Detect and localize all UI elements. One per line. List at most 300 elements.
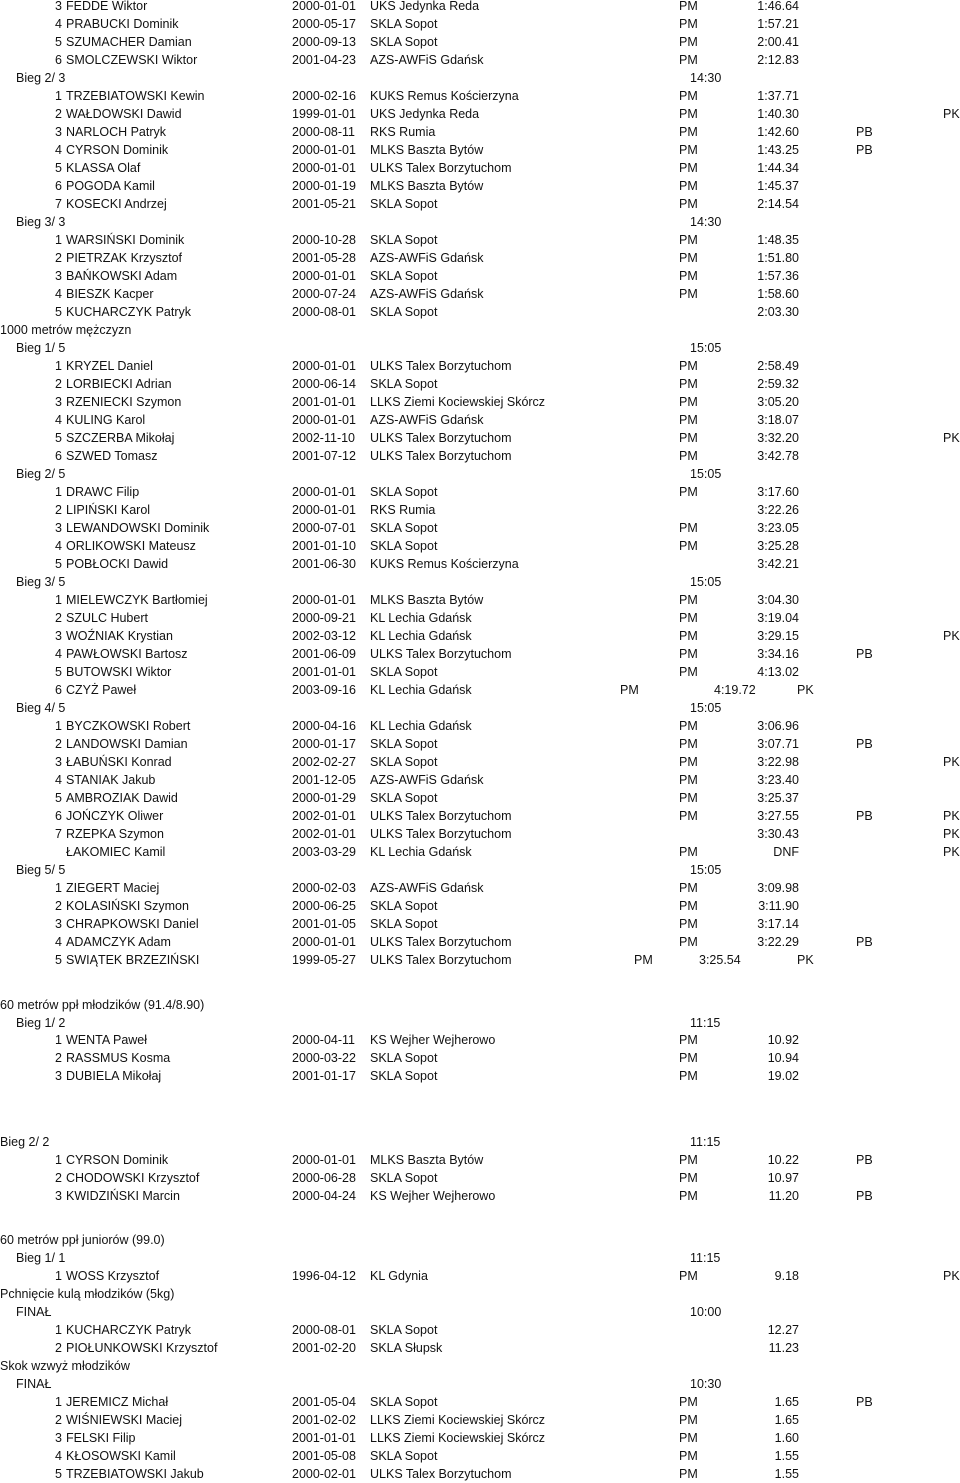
athlete-name-cell: KWIDZIŃSKI Marcin — [66, 1189, 180, 1203]
place-cell: 2 — [55, 377, 62, 391]
athlete-name-cell: FELSKI Filip — [66, 1431, 136, 1445]
athlete-name-cell: PRABUCKI Dominik — [66, 17, 179, 31]
pk-cell: PK — [943, 827, 960, 841]
pm-cell: PM — [679, 251, 698, 265]
result-row — [0, 1321, 960, 1339]
pm-cell: PM — [679, 539, 698, 553]
result-cell: 4:13.02 — [757, 665, 799, 679]
pm-cell: PM — [679, 1051, 698, 1065]
place-cell: 2 — [55, 1171, 62, 1185]
athlete-name-cell: LANDOWSKI Damian — [66, 737, 188, 751]
place-cell: 5 — [55, 431, 62, 445]
heat-time: 11:15 — [690, 1251, 721, 1265]
athlete-name-cell: TRZEBIATOWSKI Jakub — [66, 1467, 204, 1481]
result-cell: 1:42.60 — [757, 125, 799, 139]
club-cell: MLKS Baszta Bytów — [370, 1153, 484, 1167]
athlete-name-cell: TRZEBIATOWSKI Kewin — [66, 89, 205, 103]
place-cell: 4 — [55, 935, 62, 949]
event-name: 1000 metrów mężczyzn — [0, 323, 132, 337]
athlete-name-cell: SZULC Hubert — [66, 611, 148, 625]
pm-cell: PM — [679, 107, 698, 121]
place-cell: 2 — [55, 1051, 62, 1065]
club-cell: KS Wejher Wejherowo — [370, 1189, 496, 1203]
result-cell: 10.94 — [767, 1051, 799, 1065]
birth-date-cell: 1996-04-12 — [292, 1269, 356, 1283]
result-row — [0, 393, 960, 411]
pm-cell: PM — [679, 1153, 698, 1167]
pm-cell: PM — [679, 143, 698, 157]
birth-date-cell: 2000-01-01 — [292, 413, 356, 427]
birth-date-cell: 2000-09-13 — [292, 35, 356, 49]
club-cell: SKLA Sopot — [370, 737, 438, 751]
club-cell: KUKS Remus Kościerzyna — [370, 89, 519, 103]
event-name: Pchnięcie kulą młodzików (5kg) — [0, 1287, 175, 1301]
result-cell: 1:40.30 — [757, 107, 799, 121]
athlete-name-cell: DUBIELA Mikołaj — [66, 1069, 162, 1083]
heat-header — [0, 465, 960, 483]
birth-date-cell: 1999-01-01 — [292, 107, 356, 121]
result-cell: 3:25.54 — [699, 953, 741, 967]
place-cell: 5 — [55, 35, 62, 49]
place-cell: 3 — [55, 917, 62, 931]
event-title — [0, 321, 960, 339]
athlete-name-cell: POGODA Kamil — [66, 179, 155, 193]
athlete-name-cell: RZEPKA Szymon — [66, 827, 164, 841]
club-cell: KL Lechia Gdańsk — [370, 719, 472, 733]
heat-header — [0, 213, 960, 231]
result-row — [0, 807, 960, 825]
club-cell: SKLA Sopot — [370, 269, 438, 283]
club-cell: AZS-AWFiS Gdańsk — [370, 881, 484, 895]
athlete-name-cell: PIETRZAK Krzysztof — [66, 251, 182, 265]
athlete-name-cell: WAŁDOWSKI Dawid — [66, 107, 182, 121]
club-cell: MLKS Baszta Bytów — [370, 143, 484, 157]
athlete-name-cell: WOSS Krzysztof — [66, 1269, 160, 1283]
athlete-name-cell: CZYŻ Paweł — [66, 683, 137, 697]
birth-date-cell: 2001-06-30 — [292, 557, 356, 571]
result-row — [0, 1151, 960, 1169]
event-title — [0, 1231, 960, 1249]
club-cell: KL Lechia Gdańsk — [370, 629, 472, 643]
heat-header — [0, 69, 960, 87]
result-cell: 1:57.36 — [757, 269, 799, 283]
event-name: 60 metrów ppł juniorów (99.0) — [0, 1233, 165, 1247]
heat-header — [0, 1014, 960, 1032]
place-cell: 4 — [55, 539, 62, 553]
athlete-name-cell: KOLASIŃSKI Szymon — [66, 899, 189, 913]
pk-cell: PK — [943, 629, 960, 643]
place-cell: 1 — [55, 1323, 62, 1337]
event-title — [0, 1357, 960, 1375]
club-cell: KUKS Remus Kościerzyna — [370, 557, 519, 571]
club-cell: ULKS Talex Borzytuchom — [370, 449, 512, 463]
club-cell: SKLA Sopot — [370, 899, 438, 913]
result-row — [0, 285, 960, 303]
result-cell: 3:06.96 — [757, 719, 799, 733]
heat-time: 14:30 — [690, 71, 722, 85]
heat-header — [0, 1303, 960, 1321]
pm-cell: PM — [679, 1413, 698, 1427]
place-cell: 4 — [55, 647, 62, 661]
birth-date-cell: 2002-11-10 — [292, 431, 356, 445]
place-cell: 3 — [55, 1431, 62, 1445]
result-row — [0, 951, 960, 969]
club-cell: SKLA Sopot — [370, 917, 438, 931]
result-row — [0, 249, 960, 267]
place-cell: 6 — [55, 683, 62, 697]
result-row — [0, 1411, 960, 1429]
birth-date-cell: 2000-01-01 — [292, 161, 356, 175]
club-cell: KL Lechia Gdańsk — [370, 845, 472, 859]
pm-cell: PM — [679, 899, 698, 913]
result-cell: 1:43.25 — [757, 143, 799, 157]
pm-cell: PM — [679, 1467, 698, 1481]
heat-label: Bieg 5/ 5 — [16, 863, 66, 877]
heat-time: 15:05 — [690, 863, 722, 877]
heat-time: 14:30 — [690, 215, 722, 229]
athlete-name-cell: PIOŁUNKOWSKI Krzysztof — [66, 1341, 218, 1355]
place-cell: 5 — [55, 161, 62, 175]
result-row — [0, 0, 960, 15]
result-row — [0, 591, 960, 609]
result-cell: 1:46.64 — [757, 0, 799, 13]
result-row — [0, 1067, 960, 1085]
birth-date-cell: 2000-07-01 — [292, 521, 356, 535]
result-row — [0, 537, 960, 555]
club-cell: SKLA Sopot — [370, 17, 438, 31]
pm-cell: PM — [679, 737, 698, 751]
event-title — [0, 1285, 960, 1303]
result-cell: 10.92 — [767, 1033, 799, 1047]
athlete-name-cell: JEREMICZ Michał — [66, 1395, 169, 1409]
club-cell: MLKS Baszta Bytów — [370, 593, 484, 607]
pk-cell: PK — [943, 809, 960, 823]
club-cell: SKLA Sopot — [370, 539, 438, 553]
club-cell: ULKS Talex Borzytuchom — [370, 647, 512, 661]
birth-date-cell: 2000-06-28 — [292, 1171, 356, 1185]
pm-cell: PM — [679, 1069, 698, 1083]
result-row — [0, 933, 960, 951]
birth-date-cell: 2000-01-01 — [292, 485, 356, 499]
pm-cell: PM — [679, 593, 698, 607]
result-cell: 3:17.14 — [757, 917, 799, 931]
athlete-name-cell: LIPIŃSKI Karol — [66, 503, 151, 517]
heat-label: Bieg 1/ 1 — [16, 1251, 66, 1265]
place-cell: 5 — [55, 953, 62, 967]
club-cell: SKLA Sopot — [370, 1171, 438, 1185]
heat-label: Bieg 2/ 2 — [0, 1135, 50, 1149]
place-cell: 2 — [55, 107, 62, 121]
athlete-name-cell: WIŚNIEWSKI Maciej — [66, 1413, 182, 1427]
result-cell: 3:05.20 — [757, 395, 799, 409]
result-cell: 3:27.55 — [757, 809, 799, 823]
birth-date-cell: 1999-05-27 — [292, 953, 356, 967]
birth-date-cell: 2001-07-12 — [292, 449, 356, 463]
place-cell: 1 — [55, 719, 62, 733]
pm-cell: PM — [679, 53, 698, 67]
result-row — [0, 789, 960, 807]
result-row — [0, 105, 960, 123]
result-cell: 12.27 — [767, 1323, 799, 1337]
pb-cell: PB — [856, 1395, 873, 1409]
athlete-name-cell: ŁAKOMIEC Kamil — [66, 845, 166, 859]
pm-cell: PM — [679, 35, 698, 49]
athlete-name-cell: KLASSA Olaf — [66, 161, 141, 175]
result-row — [0, 303, 960, 321]
result-row — [0, 771, 960, 789]
place-cell: 1 — [55, 233, 62, 247]
heat-time: 11:15 — [690, 1016, 721, 1030]
pm-cell: PM — [679, 413, 698, 427]
pk-cell: PK — [943, 845, 960, 859]
club-cell: ULKS Talex Borzytuchom — [370, 953, 512, 967]
heat-time: 10:00 — [690, 1305, 722, 1319]
club-cell: AZS-AWFiS Gdańsk — [370, 251, 484, 265]
result-row — [0, 501, 960, 519]
club-cell: SKLA Sopot — [370, 791, 438, 805]
result-row — [0, 519, 960, 537]
pk-cell: PK — [943, 431, 960, 445]
result-cell: 3:34.16 — [757, 647, 799, 661]
athlete-name-cell: BIESZK Kacper — [66, 287, 154, 301]
pb-cell: PB — [856, 737, 873, 751]
athlete-name-cell: CYRSON Dominik — [66, 1153, 169, 1167]
birth-date-cell: 2001-02-02 — [292, 1413, 356, 1427]
heat-label: Bieg 4/ 5 — [16, 701, 66, 715]
event-name: Skok wzwyż młodzików — [0, 1359, 130, 1373]
athlete-name-cell: MIELEWCZYK Bartłomiej — [66, 593, 208, 607]
result-row — [0, 1187, 960, 1205]
place-cell: 5 — [55, 791, 62, 805]
pm-cell: PM — [679, 665, 698, 679]
club-cell: UKS Jedynka Reda — [370, 107, 480, 121]
pm-cell: PM — [679, 1033, 698, 1047]
result-cell: 1.65 — [774, 1413, 799, 1427]
pb-cell: PB — [856, 125, 873, 139]
birth-date-cell: 2001-12-05 — [292, 773, 356, 787]
club-cell: ULKS Talex Borzytuchom — [370, 431, 512, 445]
athlete-name-cell: WARSIŃSKI Dominik — [66, 233, 185, 247]
athlete-name-cell: KRYZEL Daniel — [66, 359, 153, 373]
result-cell: 1:44.34 — [757, 161, 799, 175]
athlete-name-cell: NARLOCH Patryk — [66, 125, 167, 139]
birth-date-cell: 2002-02-27 — [292, 755, 356, 769]
result-cell: 3:25.37 — [757, 791, 799, 805]
heat-label: Bieg 1/ 2 — [16, 1016, 66, 1030]
result-cell: 3:04.30 — [757, 593, 799, 607]
pm-cell: PM — [679, 611, 698, 625]
athlete-name-cell: LEWANDOWSKI Dominik — [66, 521, 210, 535]
result-cell: DNF — [773, 845, 799, 859]
pm-cell: PM — [679, 647, 698, 661]
place-cell: 1 — [55, 89, 62, 103]
athlete-name-cell: SZWED Tomasz — [66, 449, 158, 463]
pm-cell: PM — [679, 1189, 698, 1203]
result-cell: 1:37.71 — [757, 89, 799, 103]
place-cell: 4 — [55, 1449, 62, 1463]
birth-date-cell: 2000-01-01 — [292, 143, 356, 157]
heat-time: 15:05 — [690, 701, 722, 715]
heat-time: 15:05 — [690, 575, 722, 589]
place-cell: 5 — [55, 305, 62, 319]
club-cell: ULKS Talex Borzytuchom — [370, 359, 512, 373]
birth-date-cell: 2000-08-01 — [292, 305, 356, 319]
club-cell: SKLA Sopot — [370, 485, 438, 499]
athlete-name-cell: WENTA Paweł — [66, 1033, 148, 1047]
birth-date-cell: 2000-01-29 — [292, 791, 356, 805]
heat-label: Bieg 3/ 5 — [16, 575, 66, 589]
heat-label: FINAŁ — [16, 1377, 52, 1391]
result-row — [0, 1447, 960, 1465]
place-cell: 4 — [55, 17, 62, 31]
club-cell: AZS-AWFiS Gdańsk — [370, 53, 484, 67]
pk-cell: PK — [943, 1269, 960, 1283]
result-cell: 3:42.78 — [757, 449, 799, 463]
birth-date-cell: 2000-03-22 — [292, 1051, 356, 1065]
heat-label: FINAŁ — [16, 1305, 52, 1319]
pm-cell: PM — [620, 683, 639, 697]
club-cell: SKLA Sopot — [370, 1051, 438, 1065]
birth-date-cell: 2000-07-24 — [292, 287, 356, 301]
pm-cell: PM — [679, 431, 698, 445]
place-cell: 3 — [55, 629, 62, 643]
result-row — [0, 825, 960, 843]
place-cell: 4 — [55, 413, 62, 427]
birth-date-cell: 2001-05-28 — [292, 251, 356, 265]
result-cell: 3:42.21 — [757, 557, 799, 571]
result-row — [0, 915, 960, 933]
place-cell: 2 — [55, 251, 62, 265]
result-row — [0, 717, 960, 735]
pk-cell: PK — [943, 107, 960, 121]
pm-cell: PM — [679, 917, 698, 931]
club-cell: KL Gdynia — [370, 1269, 428, 1283]
club-cell: LLKS Ziemi Kociewskiej Skórcz — [370, 1431, 546, 1445]
result-row — [0, 1169, 960, 1187]
athlete-name-cell: BAŃKOWSKI Adam — [66, 269, 178, 283]
place-cell: 1 — [55, 1153, 62, 1167]
pm-cell: PM — [679, 881, 698, 895]
birth-date-cell: 2002-01-01 — [292, 809, 356, 823]
place-cell: 7 — [55, 197, 62, 211]
pb-cell: PB — [856, 647, 873, 661]
birth-date-cell: 2003-09-16 — [292, 683, 356, 697]
result-cell: 11.20 — [768, 1189, 799, 1203]
club-cell: UKS Jedynka Reda — [370, 0, 480, 13]
pb-cell: PB — [856, 1189, 873, 1203]
athlete-name-cell: RASSMUS Kosma — [66, 1051, 171, 1065]
result-row — [0, 1267, 960, 1285]
place-cell: 3 — [55, 1189, 62, 1203]
birth-date-cell: 2001-02-20 — [292, 1341, 356, 1355]
result-row — [0, 879, 960, 897]
heat-header — [0, 1375, 960, 1393]
place-cell: 6 — [55, 53, 62, 67]
club-cell: KL Lechia Gdańsk — [370, 611, 472, 625]
club-cell: SKLA Sopot — [370, 377, 438, 391]
athlete-name-cell: RZENIECKI Szymon — [66, 395, 182, 409]
athlete-name-cell: CYRSON Dominik — [66, 143, 169, 157]
result-row — [0, 681, 960, 699]
pb-cell: PB — [856, 809, 873, 823]
birth-date-cell: 2000-01-01 — [292, 935, 356, 949]
athlete-name-cell: CHODOWSKI Krzysztof — [66, 1171, 200, 1185]
club-cell: AZS-AWFiS Gdańsk — [370, 773, 484, 787]
result-cell: 3:19.04 — [757, 611, 799, 625]
club-cell: AZS-AWFiS Gdańsk — [370, 287, 484, 301]
pm-cell: PM — [679, 89, 698, 103]
club-cell: SKLA Sopot — [370, 35, 438, 49]
event-name: 60 metrów ppł młodzików (91.4/8.90) — [0, 998, 205, 1012]
club-cell: SKLA Sopot — [370, 665, 438, 679]
birth-date-cell: 2000-04-24 — [292, 1189, 356, 1203]
pm-cell: PM — [679, 1449, 698, 1463]
pm-cell: PM — [679, 791, 698, 805]
athlete-name-cell: CHRAPKOWSKI Daniel — [66, 917, 199, 931]
birth-date-cell: 2002-03-12 — [292, 629, 356, 643]
result-row — [0, 663, 960, 681]
club-cell: MLKS Baszta Bytów — [370, 179, 484, 193]
birth-date-cell: 2000-01-19 — [292, 179, 356, 193]
birth-date-cell: 2001-01-01 — [292, 1431, 356, 1445]
pk-cell: PK — [797, 683, 814, 697]
birth-date-cell: 2001-01-10 — [292, 539, 356, 553]
heat-time: 11:15 — [690, 1135, 721, 1149]
result-cell: 3:25.28 — [757, 539, 799, 553]
birth-date-cell: 2000-08-01 — [292, 1323, 356, 1337]
place-cell: 5 — [55, 665, 62, 679]
result-row — [0, 897, 960, 915]
result-row — [0, 357, 960, 375]
result-cell: 1:58.60 — [757, 287, 799, 301]
result-cell: 2:59.32 — [757, 377, 799, 391]
birth-date-cell: 2000-06-14 — [292, 377, 356, 391]
pm-cell: PM — [679, 17, 698, 31]
result-cell: 10.97 — [767, 1171, 799, 1185]
place-cell: 2 — [55, 899, 62, 913]
birth-date-cell: 2002-01-01 — [292, 827, 356, 841]
pm-cell: PM — [679, 755, 698, 769]
birth-date-cell: 2000-01-01 — [292, 359, 356, 373]
club-cell: ULKS Talex Borzytuchom — [370, 935, 512, 949]
result-row — [0, 753, 960, 771]
heat-header — [0, 699, 960, 717]
club-cell: KL Lechia Gdańsk — [370, 683, 472, 697]
result-cell: 3:23.40 — [757, 773, 799, 787]
pm-cell: PM — [679, 125, 698, 139]
result-row — [0, 231, 960, 249]
pm-cell: PM — [679, 1269, 698, 1283]
birth-date-cell: 2000-10-28 — [292, 233, 356, 247]
pm-cell: PM — [679, 233, 698, 247]
athlete-name-cell: BYCZKOWSKI Robert — [66, 719, 191, 733]
result-cell: 2:03.30 — [757, 305, 799, 319]
result-cell: 2:14.54 — [757, 197, 799, 211]
pm-cell: PM — [679, 935, 698, 949]
pm-cell: PM — [679, 0, 698, 13]
place-cell: 3 — [55, 1069, 62, 1083]
pm-cell: PM — [679, 629, 698, 643]
result-row — [0, 1049, 960, 1067]
pk-cell: PK — [943, 755, 960, 769]
pm-cell: PM — [679, 845, 698, 859]
result-row — [0, 87, 960, 105]
result-row — [0, 1339, 960, 1357]
result-cell: 1.55 — [774, 1449, 799, 1463]
result-cell: 2:12.83 — [757, 53, 799, 67]
birth-date-cell: 2000-08-11 — [292, 125, 356, 139]
athlete-name-cell: ZIEGERT Maciej — [66, 881, 160, 895]
